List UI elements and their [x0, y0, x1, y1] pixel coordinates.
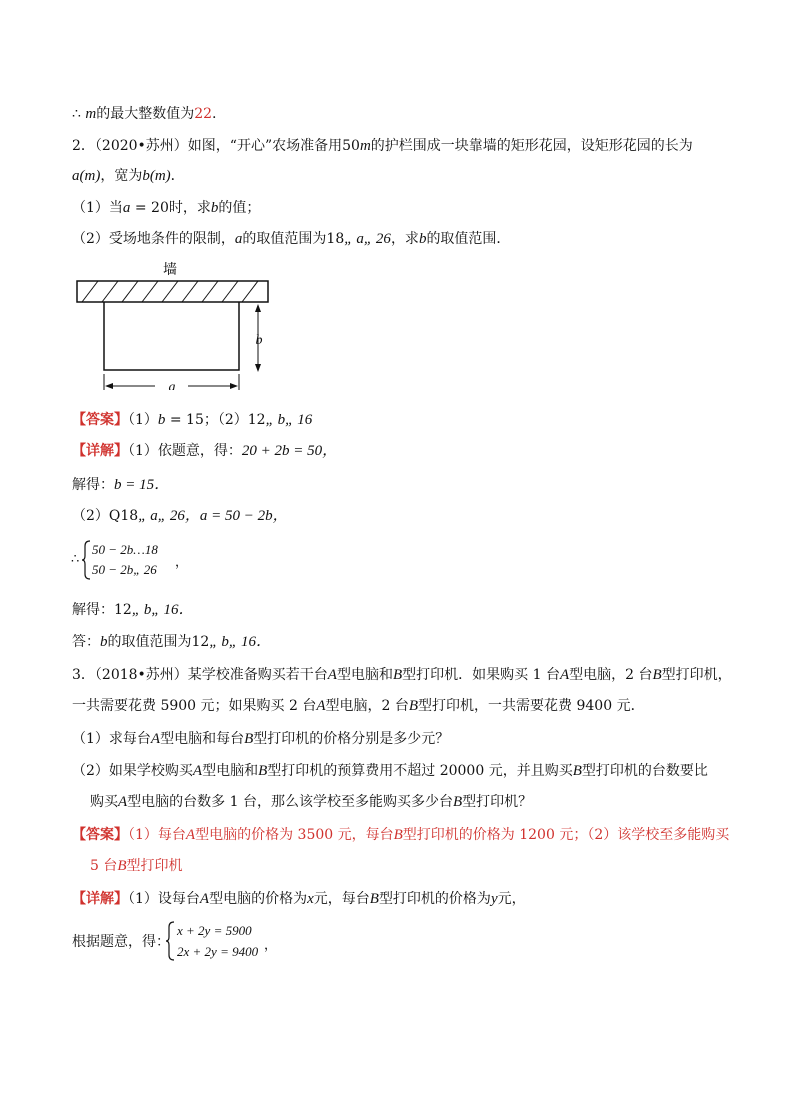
var-B: B	[369, 891, 379, 907]
text: 型电脑和	[336, 667, 393, 683]
text: 解得：12	[72, 602, 132, 618]
var-A: A	[150, 731, 161, 747]
inequality: „ b„ 16．	[209, 634, 272, 650]
var-A: A	[199, 891, 210, 907]
therefore-symbol: ∴	[71, 552, 80, 567]
b-label: b	[255, 333, 263, 348]
brace-icon	[82, 540, 92, 580]
text: ，求	[390, 231, 419, 247]
var-B: B	[258, 763, 268, 779]
q2-part2	[72, 229, 510, 249]
q3-part2-line1	[72, 761, 708, 781]
text: 元，	[497, 891, 526, 907]
text: = 15；（2）12	[165, 412, 266, 428]
text: 型电脑的台数多 1 台，那么该学校至多能购买多少台	[127, 794, 453, 810]
detail2-line	[72, 441, 337, 461]
var-A: A	[118, 794, 128, 810]
final2-line	[72, 632, 271, 652]
equation: 20 + 2b = 50，	[241, 443, 338, 459]
text: 型打印机？	[462, 794, 533, 810]
text: 5 台	[90, 858, 118, 874]
q2-length: 50	[342, 138, 360, 154]
q3-stem-line1	[72, 665, 732, 685]
inequality: „ b„ 16．	[131, 602, 194, 618]
q3-answer-line1	[72, 825, 729, 845]
var-B: B	[572, 763, 582, 779]
inequality-bottom: 50 − 2b„ 26	[92, 562, 157, 577]
q3-answer-line2	[90, 856, 183, 876]
text: 的取值范围．	[426, 231, 511, 247]
var-a: a	[72, 168, 80, 184]
text: = 20时，求	[130, 200, 211, 216]
answer2-line	[72, 410, 312, 430]
text: 的取值范围为18	[242, 231, 345, 247]
detail-tag: 【详解】	[72, 891, 128, 907]
q2-stem-line2	[72, 166, 185, 186]
text: 型打印机，一共需要花费 9400 元．	[418, 698, 645, 714]
wall	[77, 281, 268, 302]
part2-line	[72, 506, 288, 526]
text: 型打印机．如果购买 1 台	[402, 667, 560, 683]
inequality: „ b„ 16	[265, 412, 313, 428]
wall-label: 墙	[163, 262, 177, 278]
arrow-up-icon	[255, 304, 261, 312]
var-A: A	[316, 698, 326, 714]
wall-hatching	[82, 281, 258, 302]
var-b: b	[157, 412, 166, 428]
text: 型打印机的预算费用不超过 20000 元，并且购买	[267, 763, 573, 779]
text: 型电脑和每台	[160, 731, 245, 747]
answer-tag: 【答案】	[72, 412, 128, 428]
inequality: „ a„ 26	[344, 231, 391, 247]
text: 解得：	[72, 477, 114, 493]
text: 一共需要花费 5900 元；如果购买 2 台	[72, 698, 317, 714]
var-B: B	[652, 667, 662, 683]
arrow-down-icon	[255, 364, 261, 372]
var-A: A	[192, 763, 203, 779]
var-A: A	[559, 667, 570, 683]
text: 购买	[90, 794, 118, 810]
var-b: b	[210, 200, 219, 216]
var-b: b	[418, 231, 427, 247]
var-b: b	[100, 634, 108, 650]
text: （1）设每台	[128, 891, 200, 907]
period: .	[212, 106, 217, 122]
q3-part2-line2	[90, 792, 532, 812]
q2-head: 2．（2020•苏州）如图，“开心”农场准备用	[72, 138, 343, 154]
q2-stem-line1	[72, 136, 693, 156]
q3-part1	[72, 729, 449, 749]
var-A: A	[327, 667, 337, 683]
equation-top: x + 2y = 5900	[177, 923, 252, 938]
text: 型电脑的价格为	[209, 891, 308, 907]
comma: ，	[175, 555, 189, 570]
text: 3．（2018•苏州）某学校准备购买若干台	[72, 667, 328, 683]
var-a: a	[122, 200, 131, 216]
text: （2）受场地条件的限制，	[72, 231, 235, 247]
detail-tag: 【详解】	[72, 443, 128, 459]
var-A: A	[185, 827, 196, 843]
a-label: a	[168, 380, 176, 390]
unit-m: m	[359, 138, 371, 154]
brace-icon	[166, 921, 176, 961]
var-B: B	[244, 731, 254, 747]
inequality: „ a„ 26，a = 50 − 2b，	[138, 508, 288, 524]
text: 元，每台	[313, 891, 370, 907]
q2-kuan: ，宽为	[100, 168, 143, 184]
var-m: m	[85, 106, 97, 122]
var-B: B	[392, 667, 403, 683]
arrow-right-icon	[230, 383, 238, 389]
garden-figure	[70, 258, 280, 390]
var-B: B	[408, 698, 419, 714]
unit: (m)	[79, 168, 101, 184]
var-B: B	[117, 858, 127, 874]
solve2-line	[72, 600, 194, 620]
text: 根据题意，得：	[72, 934, 170, 950]
result-text: 的最大整数值为	[96, 106, 195, 122]
var-b: b	[142, 168, 150, 184]
q2-mid: 的护栏围成一块靠墙的矩形花园，设矩形花园的长为	[370, 138, 693, 154]
result-line	[72, 104, 217, 124]
text: 型电脑，2 台	[569, 667, 653, 683]
text: 的值；	[218, 200, 261, 216]
text: （2）Q18	[72, 508, 139, 524]
text: （2）如果学校购买	[72, 763, 193, 779]
q3-stem-line2	[72, 696, 645, 716]
var-y: y	[490, 891, 498, 907]
result-value: 22	[194, 106, 213, 122]
var-a: a	[234, 231, 243, 247]
var-B: B	[452, 794, 463, 810]
text: 型打印机的价格为 1200 元；（2）该学校至多能购买	[402, 827, 730, 843]
equation: b = 15．	[114, 477, 170, 493]
text: （1）	[128, 412, 158, 428]
text: 的取值范围为12	[107, 634, 210, 650]
text: 型电脑，2 台	[325, 698, 409, 714]
solve1-line	[72, 475, 169, 495]
text: 型电脑和	[202, 763, 259, 779]
unit: (m)	[149, 168, 171, 184]
text: 型打印机的价格为	[378, 891, 491, 907]
period: ．	[170, 168, 185, 184]
therefore-symbol: ∴	[72, 106, 81, 122]
text: （1）依题意，得：	[128, 443, 242, 459]
garden-rect	[104, 302, 239, 370]
arrow-left-icon	[105, 383, 113, 389]
text: 型打印机	[126, 858, 183, 874]
text: 型打印机的价格分别是多少元？	[253, 731, 450, 747]
var-B: B	[393, 827, 403, 843]
text: （1）求每台	[72, 731, 151, 747]
text: 答：	[72, 634, 100, 650]
text: 型打印机的台数要比	[581, 763, 708, 779]
equation-bottom: 2x + 2y = 9400	[177, 944, 259, 959]
answer-tag: 【答案】	[72, 827, 128, 843]
text: 型打印机，	[661, 667, 732, 683]
q3-detail-line	[72, 889, 526, 909]
text: 型电脑的价格为 3500 元，每台	[195, 827, 394, 843]
comma: ，	[264, 938, 278, 953]
var-x: x	[307, 891, 314, 907]
text: （1）当	[72, 200, 123, 216]
inequality-top: 50 − 2b…18	[92, 542, 158, 557]
text: （1）每台	[128, 827, 186, 843]
q2-part1	[72, 198, 260, 218]
